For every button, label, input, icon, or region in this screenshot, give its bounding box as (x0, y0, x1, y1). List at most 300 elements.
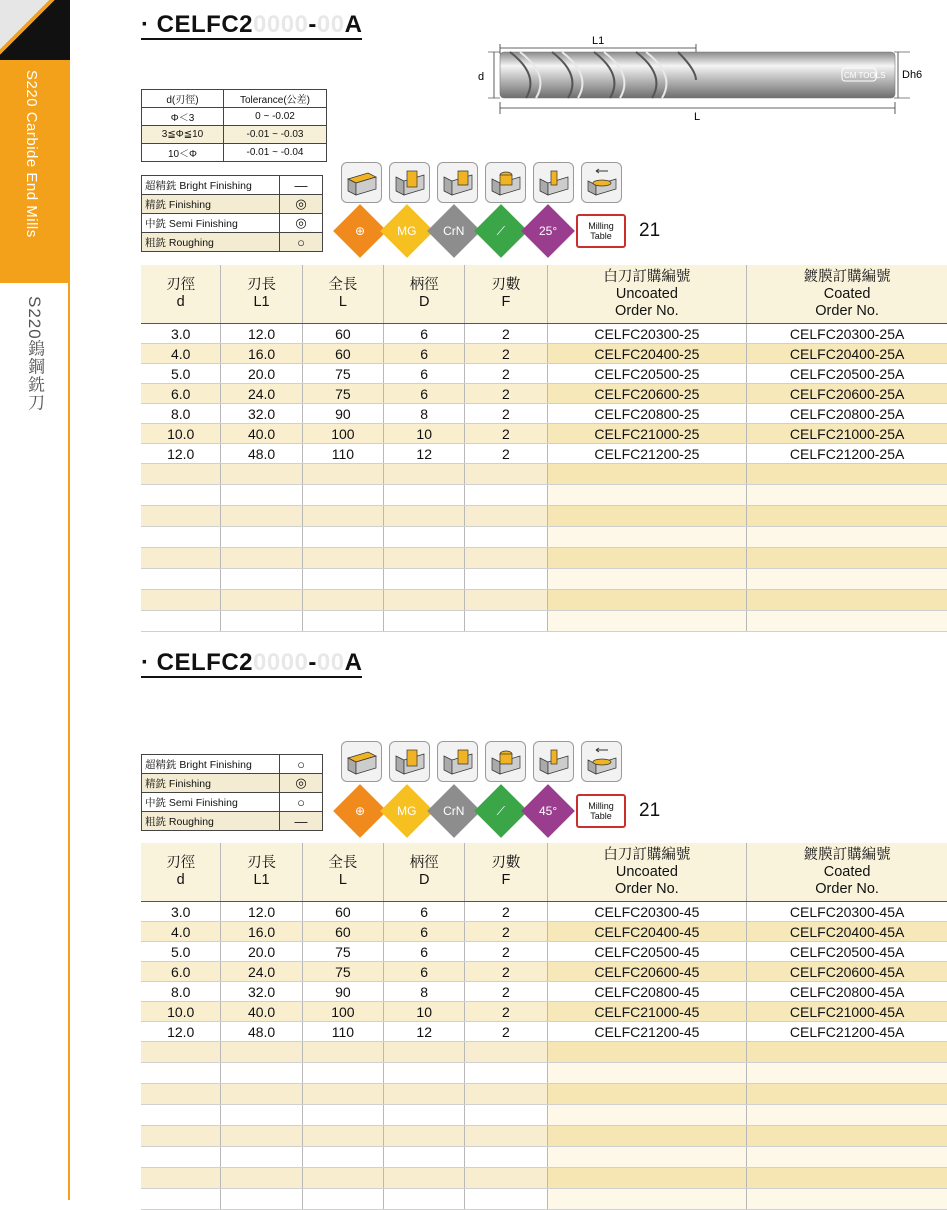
tolerance-table (141, 89, 327, 162)
empty-cell (465, 485, 547, 506)
section-1-title: · CELFC20000-00A (141, 11, 363, 38)
empty-cell (302, 1147, 383, 1168)
header-en: F (501, 872, 511, 888)
shoulder-milling-icon (437, 741, 478, 782)
finishing-label: 粗銑 Roughing (142, 233, 280, 252)
cell-flutes: 2 (465, 1002, 547, 1022)
empty-cell (384, 1105, 465, 1126)
header-en: Coated (823, 863, 871, 880)
cell-flutes: 2 (465, 902, 547, 922)
cell-flutes: 2 (465, 1022, 547, 1042)
empty-cell (747, 590, 947, 611)
empty-cell (221, 506, 302, 527)
empty-cell (747, 527, 947, 548)
helix-angle-badge (521, 784, 575, 838)
badge-text: 45° (538, 804, 558, 818)
finishing-label: 精銑 Finishing (142, 195, 280, 214)
header-en: D (418, 294, 430, 310)
sidebar-stripe (68, 283, 70, 1200)
header-flutes (465, 265, 547, 324)
cell-d: 10.0 (141, 1002, 221, 1022)
header-en: Uncoated (615, 285, 678, 302)
empty-cell (221, 1189, 302, 1210)
cell-l: 75 (302, 962, 383, 982)
cell-d: 8.0 (141, 404, 221, 424)
title-main: CELFC2 (156, 649, 254, 676)
empty-cell (221, 1147, 302, 1168)
empty-cell (547, 611, 747, 632)
header-en: d (176, 294, 185, 310)
title-ghost: 0000 (253, 11, 309, 38)
header-en2: Order No. (615, 302, 679, 319)
empty-cell (221, 611, 302, 632)
empty-cell (465, 1105, 547, 1126)
header-en2: Order No. (815, 880, 879, 897)
cell-d: 12.0 (141, 444, 221, 464)
finishing-symbol: ◎ (280, 195, 323, 214)
cell-shank: 6 (384, 324, 465, 344)
cell-l: 75 (302, 364, 383, 384)
helical-milling-icon (581, 741, 622, 782)
header-zh: 刃數 (491, 855, 521, 871)
empty-cell (221, 1042, 302, 1063)
cell-l: 100 (302, 424, 383, 444)
empty-cell (221, 464, 302, 485)
empty-cell (465, 590, 547, 611)
cell-uncoated-order: CELFC20300-25 (547, 324, 747, 344)
empty-cell (547, 1084, 747, 1105)
cell-l1: 40.0 (221, 424, 302, 444)
empty-cell (747, 569, 947, 590)
empty-row (141, 1168, 947, 1189)
cell-coated-order: CELFC20400-45A (747, 922, 947, 942)
table-row (141, 324, 947, 344)
empty-cell (221, 548, 302, 569)
face-milling-icon (341, 162, 382, 203)
slotting-icon (389, 162, 430, 203)
cell-uncoated-order: CELFC20600-45 (547, 962, 747, 982)
empty-cell (465, 548, 547, 569)
cell-coated-order: CELFC20300-25A (747, 324, 947, 344)
section-2-title: · CELFC20000-00A (141, 649, 363, 676)
cell-shank: 10 (384, 424, 465, 444)
empty-cell (221, 1105, 302, 1126)
cell-uncoated-order: CELFC21200-25 (547, 444, 747, 464)
empty-cell (302, 1168, 383, 1189)
empty-cell (221, 1063, 302, 1084)
empty-cell (384, 506, 465, 527)
header-zh: 白刀訂購編號 (603, 846, 691, 863)
empty-cell (465, 506, 547, 527)
cell-uncoated-order: CELFC21000-25 (547, 424, 747, 444)
empty-row (141, 527, 947, 548)
empty-cell (384, 1063, 465, 1084)
cell-d: 4.0 (141, 344, 221, 364)
empty-cell (221, 527, 302, 548)
empty-row (141, 1105, 947, 1126)
cell-coated-order: CELFC20500-25A (747, 364, 947, 384)
cell-shank: 12 (384, 444, 465, 464)
header-en: d (176, 872, 185, 888)
empty-cell (302, 1084, 383, 1105)
slotting-icon (389, 741, 430, 782)
header-zh: 刃徑 (166, 277, 196, 293)
header-en: Coated (823, 285, 871, 302)
table-row (141, 1022, 947, 1042)
empty-cell (141, 1063, 221, 1084)
header-uncoated (547, 265, 747, 324)
empty-cell (141, 1126, 221, 1147)
empty-cell (384, 1168, 465, 1189)
header-en: D (418, 872, 430, 888)
cell-uncoated-order: CELFC20500-25 (547, 364, 747, 384)
empty-cell (547, 1126, 747, 1147)
cell-shank: 6 (384, 922, 465, 942)
header-zh: 鍍膜訂購編號 (803, 268, 891, 285)
milling-table-page: 21 (639, 800, 661, 821)
milling-table-page: 21 (639, 220, 661, 241)
finishing-label: 中銑 Semi Finishing (142, 214, 280, 233)
tolerance-header-tol: Tolerance(公差) (224, 90, 327, 108)
empty-cell (302, 464, 383, 485)
empty-cell (141, 1084, 221, 1105)
empty-cell (547, 1168, 747, 1189)
title-dash: - (308, 11, 317, 38)
header-l1 (221, 265, 302, 324)
header-zh: 鍍膜訂購編號 (803, 846, 891, 863)
empty-cell (747, 1105, 947, 1126)
dim-dh6-label: Dh6 (902, 69, 923, 81)
empty-cell (302, 1189, 383, 1210)
finishing-label: 超精銑 Bright Finishing (142, 755, 280, 774)
plunge-drilling-icon (485, 741, 526, 782)
cell-coated-order: CELFC20800-25A (747, 404, 947, 424)
header-zh: 刃長 (247, 855, 277, 871)
cell-d: 3.0 (141, 902, 221, 922)
table-row (141, 902, 947, 922)
header-en: F (501, 294, 511, 310)
header-l (302, 265, 383, 324)
tolerance-header-d: d(刃徑) (142, 90, 224, 108)
cell-coated-order: CELFC20300-45A (747, 902, 947, 922)
tolerance-value: 0 ~ -0.02 (224, 108, 327, 126)
header-d (141, 843, 221, 902)
title-end: A (344, 11, 363, 38)
cell-l1: 12.0 (221, 324, 302, 344)
empty-cell (547, 1147, 747, 1168)
cell-shank: 6 (384, 384, 465, 404)
sidebar-title-en: S220 Carbide End Mills (23, 70, 40, 238)
sidebar (0, 0, 70, 1200)
header-en: L1 (253, 294, 270, 310)
empty-row (141, 1126, 947, 1147)
cell-flutes: 2 (465, 344, 547, 364)
cell-flutes: 2 (465, 962, 547, 982)
cell-l: 90 (302, 982, 383, 1002)
empty-cell (465, 1147, 547, 1168)
empty-row (141, 548, 947, 569)
header-en: L (338, 872, 347, 888)
empty-cell (302, 1063, 383, 1084)
empty-cell (547, 1105, 747, 1126)
empty-cell (384, 1042, 465, 1063)
empty-cell (547, 590, 747, 611)
empty-cell (141, 485, 221, 506)
empty-cell (384, 485, 465, 506)
cell-d: 8.0 (141, 982, 221, 1002)
empty-cell (302, 1105, 383, 1126)
finishing-symbol: ◎ (280, 774, 323, 793)
header-en: Uncoated (615, 863, 678, 880)
title-end: A (344, 649, 363, 676)
empty-cell (747, 1084, 947, 1105)
title-main: CELFC2 (156, 11, 254, 38)
header-zh: 白刀訂購編號 (603, 268, 691, 285)
empty-row (141, 506, 947, 527)
cell-flutes: 2 (465, 364, 547, 384)
cell-shank: 12 (384, 1022, 465, 1042)
header-zh: 刃徑 (166, 855, 196, 871)
empty-cell (747, 548, 947, 569)
cell-uncoated-order: CELFC20500-45 (547, 942, 747, 962)
cell-flutes: 2 (465, 982, 547, 1002)
header-shank (384, 265, 465, 324)
dim-l1-label: L1 (592, 35, 605, 47)
cell-l1: 40.0 (221, 1002, 302, 1022)
finishing-table-1 (141, 175, 323, 252)
title-ghost: 0000 (253, 649, 309, 676)
empty-cell (747, 1168, 947, 1189)
plunge-drilling-icon (485, 162, 526, 203)
empty-cell (302, 506, 383, 527)
helical-milling-icon (581, 162, 622, 203)
end-shape-badge-icon: ⟋ (474, 784, 528, 838)
cell-l: 60 (302, 902, 383, 922)
header-zh: 柄徑 (409, 855, 439, 871)
cell-shank: 6 (384, 344, 465, 364)
badges-2 (341, 792, 660, 830)
badges-1 (341, 212, 660, 250)
coating-mg-badge (380, 204, 434, 258)
cell-flutes: 2 (465, 324, 547, 344)
tolerance-range: Φ＜3 (142, 108, 224, 126)
cell-coated-order: CELFC20500-45A (747, 942, 947, 962)
table-row (141, 424, 947, 444)
pocket-milling-icon (533, 162, 574, 203)
operation-icons-1 (341, 162, 622, 203)
cell-l: 110 (302, 444, 383, 464)
empty-cell (221, 1168, 302, 1189)
empty-cell (141, 527, 221, 548)
cell-coated-order: CELFC20600-45A (747, 962, 947, 982)
cell-l1: 16.0 (221, 344, 302, 364)
empty-cell (141, 1105, 221, 1126)
empty-cell (384, 1189, 465, 1210)
empty-row (141, 569, 947, 590)
empty-row (141, 590, 947, 611)
empty-cell (547, 1063, 747, 1084)
empty-cell (384, 464, 465, 485)
empty-cell (747, 1147, 947, 1168)
cell-uncoated-order: CELFC21200-45 (547, 1022, 747, 1042)
header-flutes (465, 843, 547, 902)
table-row (141, 384, 947, 404)
finishing-label: 粗銑 Roughing (142, 812, 280, 831)
milling-table-line1: Milling (588, 801, 614, 811)
tolerance-range: 10＜Φ (142, 144, 224, 162)
empty-cell (465, 1042, 547, 1063)
helix-angle-badge (521, 204, 575, 258)
finishing-symbol: ○ (280, 233, 323, 252)
empty-cell (221, 1126, 302, 1147)
header-zh: 刃數 (491, 277, 521, 293)
cell-uncoated-order: CELFC20600-25 (547, 384, 747, 404)
header-en2: Order No. (615, 880, 679, 897)
empty-cell (302, 527, 383, 548)
cell-d: 3.0 (141, 324, 221, 344)
empty-cell (384, 1126, 465, 1147)
empty-cell (141, 569, 221, 590)
cell-d: 5.0 (141, 942, 221, 962)
cell-coated-order: CELFC21000-45A (747, 1002, 947, 1022)
empty-cell (141, 1189, 221, 1210)
empty-cell (747, 1126, 947, 1147)
cell-l: 75 (302, 384, 383, 404)
cell-uncoated-order: CELFC20400-25 (547, 344, 747, 364)
empty-cell (302, 1042, 383, 1063)
empty-cell (747, 611, 947, 632)
empty-row (141, 485, 947, 506)
cell-shank: 8 (384, 982, 465, 1002)
badge-text: MG (397, 804, 417, 818)
finishing-symbol: — (280, 812, 323, 831)
finishing-label: 精銑 Finishing (142, 774, 280, 793)
pocket-milling-icon (533, 741, 574, 782)
empty-cell (221, 569, 302, 590)
empty-row (141, 1084, 947, 1105)
empty-cell (141, 611, 221, 632)
product-table-2 (141, 843, 947, 1210)
cell-uncoated-order: CELFC20800-45 (547, 982, 747, 1002)
tolerance-value: -0.01 ~ -0.04 (224, 144, 327, 162)
header-en2: Order No. (815, 302, 879, 319)
tolerance-range: 3≦Φ≦10 (142, 126, 224, 144)
cell-l1: 16.0 (221, 922, 302, 942)
product-table-1 (141, 265, 947, 632)
empty-cell (747, 506, 947, 527)
milling-table-icon (576, 214, 626, 248)
cell-uncoated-order: CELFC20800-25 (547, 404, 747, 424)
cell-d: 6.0 (141, 384, 221, 404)
cell-coated-order: CELFC21200-45A (747, 1022, 947, 1042)
cell-shank: 8 (384, 404, 465, 424)
empty-row (141, 1063, 947, 1084)
empty-cell (465, 1084, 547, 1105)
empty-cell (384, 569, 465, 590)
header-uncoated (547, 843, 747, 902)
milling-table-line1: Milling (588, 221, 614, 231)
milling-table-line2: Table (590, 231, 612, 241)
finishing-label: 超精銑 Bright Finishing (142, 176, 280, 195)
empty-cell (465, 611, 547, 632)
milling-table-line2: Table (590, 811, 612, 821)
empty-cell (547, 1189, 747, 1210)
title-ghost: 00 (316, 649, 345, 676)
header-zh: 全長 (328, 277, 358, 293)
title-dash: - (308, 649, 317, 676)
cell-d: 12.0 (141, 1022, 221, 1042)
empty-cell (465, 1189, 547, 1210)
empty-cell (465, 464, 547, 485)
cell-l: 75 (302, 942, 383, 962)
empty-cell (384, 1084, 465, 1105)
empty-cell (141, 590, 221, 611)
cell-l1: 20.0 (221, 942, 302, 962)
cell-d: 5.0 (141, 364, 221, 384)
table-row (141, 982, 947, 1002)
cell-shank: 10 (384, 1002, 465, 1022)
empty-cell (547, 1042, 747, 1063)
empty-cell (302, 590, 383, 611)
cell-l1: 12.0 (221, 902, 302, 922)
empty-row (141, 611, 947, 632)
cell-l1: 48.0 (221, 444, 302, 464)
cell-shank: 6 (384, 364, 465, 384)
cell-shank: 6 (384, 962, 465, 982)
empty-cell (547, 464, 747, 485)
coating-crn-badge (427, 204, 481, 258)
milling-table-icon (576, 794, 626, 828)
cell-l1: 32.0 (221, 982, 302, 1002)
empty-cell (547, 527, 747, 548)
empty-cell (302, 1126, 383, 1147)
cell-l1: 32.0 (221, 404, 302, 424)
sidebar-corner-black (0, 0, 70, 60)
cell-flutes: 2 (465, 424, 547, 444)
empty-cell (384, 590, 465, 611)
empty-cell (141, 464, 221, 485)
finishing-table-2 (141, 754, 323, 831)
empty-cell (221, 590, 302, 611)
empty-cell (384, 611, 465, 632)
empty-cell (547, 485, 747, 506)
cell-l1: 20.0 (221, 364, 302, 384)
table-row (141, 444, 947, 464)
header-l1 (221, 843, 302, 902)
end-shape-badge-icon: ⟋ (474, 204, 528, 258)
empty-row (141, 1042, 947, 1063)
cell-flutes: 2 (465, 444, 547, 464)
cell-uncoated-order: CELFC20400-45 (547, 922, 747, 942)
cell-flutes: 2 (465, 404, 547, 424)
cell-coated-order: CELFC21000-25A (747, 424, 947, 444)
empty-cell (384, 548, 465, 569)
badge-text: CrN (443, 223, 465, 238)
logo: CM TOOLS (844, 71, 886, 80)
cell-d: 10.0 (141, 424, 221, 444)
cell-l1: 24.0 (221, 384, 302, 404)
empty-cell (384, 1147, 465, 1168)
cell-uncoated-order: CELFC20300-45 (547, 902, 747, 922)
finishing-symbol: — (280, 176, 323, 195)
empty-cell (465, 569, 547, 590)
empty-row (141, 1189, 947, 1210)
header-zh: 刃長 (247, 277, 277, 293)
cell-d: 4.0 (141, 922, 221, 942)
finishing-symbol: ◎ (280, 214, 323, 233)
cell-coated-order: CELFC21200-25A (747, 444, 947, 464)
cell-shank: 6 (384, 942, 465, 962)
